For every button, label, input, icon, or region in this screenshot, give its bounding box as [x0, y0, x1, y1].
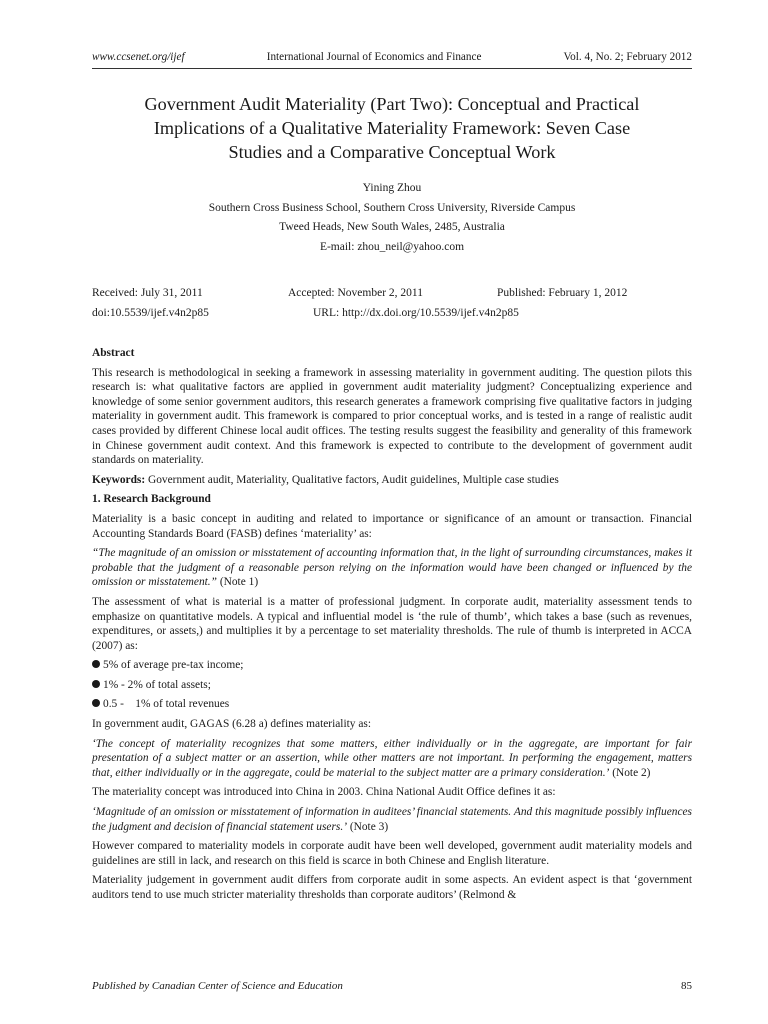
author-address: Tweed Heads, New South Wales, 2485, Australia	[279, 221, 505, 233]
note-ref-1: (Note 1)	[217, 576, 259, 589]
quote-cnao	[92, 805, 692, 834]
note-ref-2: (Note 2)	[609, 766, 651, 779]
bullet-text: 5% of average pre-tax income;	[103, 659, 244, 672]
accepted-date: Accepted: November 2, 2011	[288, 287, 423, 299]
article-metadata	[92, 284, 692, 323]
note-ref-3: (Note 3)	[347, 820, 389, 833]
published-date: Published: February 1, 2012	[497, 287, 628, 299]
paragraph-5: However compared to materiality models in corporate audit have been well developed, government audit materiality models and guidelines are still in lack, and research on this field is scarce in both Chinese and English literature.	[92, 840, 692, 867]
received-date: Received: July 31, 2011	[92, 287, 203, 299]
keywords-text: Government audit, Materiality, Qualitative factors, Audit guidelines, Multiple case studies	[145, 473, 559, 486]
journal-name: International Journal of Economics and Finance	[266, 51, 482, 63]
bullet-item	[92, 697, 692, 712]
page-footer	[92, 979, 692, 994]
doi[interactable]: doi:10.5539/ijef.v4n2p85	[92, 306, 209, 319]
quote-cnao-text: ‘Magnitude of an omission or misstatement of information in auditees’ financial statements. And this magnitude possibly influences the judgment and decision of financial statement users.’	[92, 806, 692, 833]
issue-info: Vol. 4, No. 2; February 2012	[563, 51, 692, 63]
title-line-1: Government Audit Materiality (Part Two): Conceptual and Practical	[144, 94, 640, 114]
author-affiliation: Southern Cross Business School, Southern Cross University, Riverside Campus	[208, 201, 576, 214]
paragraph-4: The materiality concept was introduced into China in 2003. China National Audit Office defines it as:	[92, 786, 556, 799]
abstract-text: This research is methodological in seeking a framework in assessing materiality in government auditing. The question pilots this research is: what qualitative factors are applied in government audit materiality judgment? Conceptualizing experience and knowledge of some senior government auditors, this research generates a framework comprising five qualitative factors in judging materiality in government audit. This framework is compared to prior conceptual works, and is tested in a range of realistic audit cases provided by different Chinese local audit offices. The testing results suggest the feasibility and generality of this framework in Chinese government audit context. And this framework is expected to contribute to the development of government audit standards on materiality.	[92, 366, 692, 467]
section-heading: 1. Research Background	[92, 493, 211, 506]
abstract-heading: Abstract	[92, 347, 135, 359]
bullet-item	[92, 658, 692, 673]
title-line-2: Implications of a Qualitative Materiality Framework: Seven Case	[153, 118, 631, 138]
quote-gagas	[92, 737, 692, 781]
quote-fasb	[92, 546, 692, 590]
publisher-line: Published by Canadian Center of Science and Education	[92, 980, 343, 992]
author-name: Yining Zhou	[362, 182, 422, 194]
quote-gagas-text: ‘The concept of materiality recognizes that some matters, either individually or in the aggregate, are important for fair presentation of a subject matter or an assertion, while other matters are not important. In performing the engagement, matters that, either individually or in the aggregate, could be material to the subject matter are a primary consideration.’	[92, 737, 692, 779]
page-number: 85	[681, 980, 692, 992]
bullet-item	[92, 678, 692, 693]
keywords-label: Keywords:	[92, 473, 146, 486]
quote-fasb-text: “The magnitude of an omission or misstatement of accounting information that, in the light of surrounding circumstances, makes it probable that the judgment of a reasonable person relying on the information would have been changed or influenced by the omission or misstatement.”	[92, 547, 692, 589]
bullet-icon	[92, 699, 100, 707]
journal-website[interactable]: www.ccsenet.org/ijef	[92, 51, 185, 63]
bullet-text: 1% - 2% of total assets;	[103, 678, 211, 691]
paragraph-2: The assessment of what is material is a matter of professional judgment. In corporate audit, materiality assessment tends to emphasize on quantitative models. A typical and influential model is ‘the rule of thumb’, which takes a base (such as revenues, expenditures, or assets,) and multiplies it by a percentage to set materiality thresholds. The rule of thumb is interpreted in ACCA (2007) as:	[92, 595, 692, 652]
bullet-icon	[92, 660, 100, 668]
paragraph-3: In government audit, GAGAS (6.28 a) defines materiality as:	[92, 718, 371, 731]
author-email[interactable]: E-mail: zhou_neil@yahoo.com	[319, 240, 465, 253]
article-url[interactable]: URL: http://dx.doi.org/10.5539/ijef.v4n2p85	[313, 306, 519, 319]
paper-title	[92, 92, 692, 164]
keywords	[92, 473, 692, 488]
paragraph-6: Materiality judgement in government audit differs from corporate audit in some aspects. An evident aspect is that ‘government auditors tend to use much stricter materiality thresholds than corporate auditors’ (Relmond &	[92, 874, 692, 901]
title-line-3: Studies and a Comparative Conceptual Work	[228, 142, 556, 162]
running-header	[92, 50, 692, 69]
author-block	[92, 179, 692, 257]
bullet-icon	[92, 680, 100, 688]
paper-body	[92, 346, 692, 908]
paragraph-1: Materiality is a basic concept in auditing and related to importance or significance of an amount or transaction. Financial Accounting Standards Board (FASB) defines ‘materiality’ as:	[92, 512, 692, 540]
bullet-text: 0.5 - 1% of total revenues	[103, 698, 230, 711]
